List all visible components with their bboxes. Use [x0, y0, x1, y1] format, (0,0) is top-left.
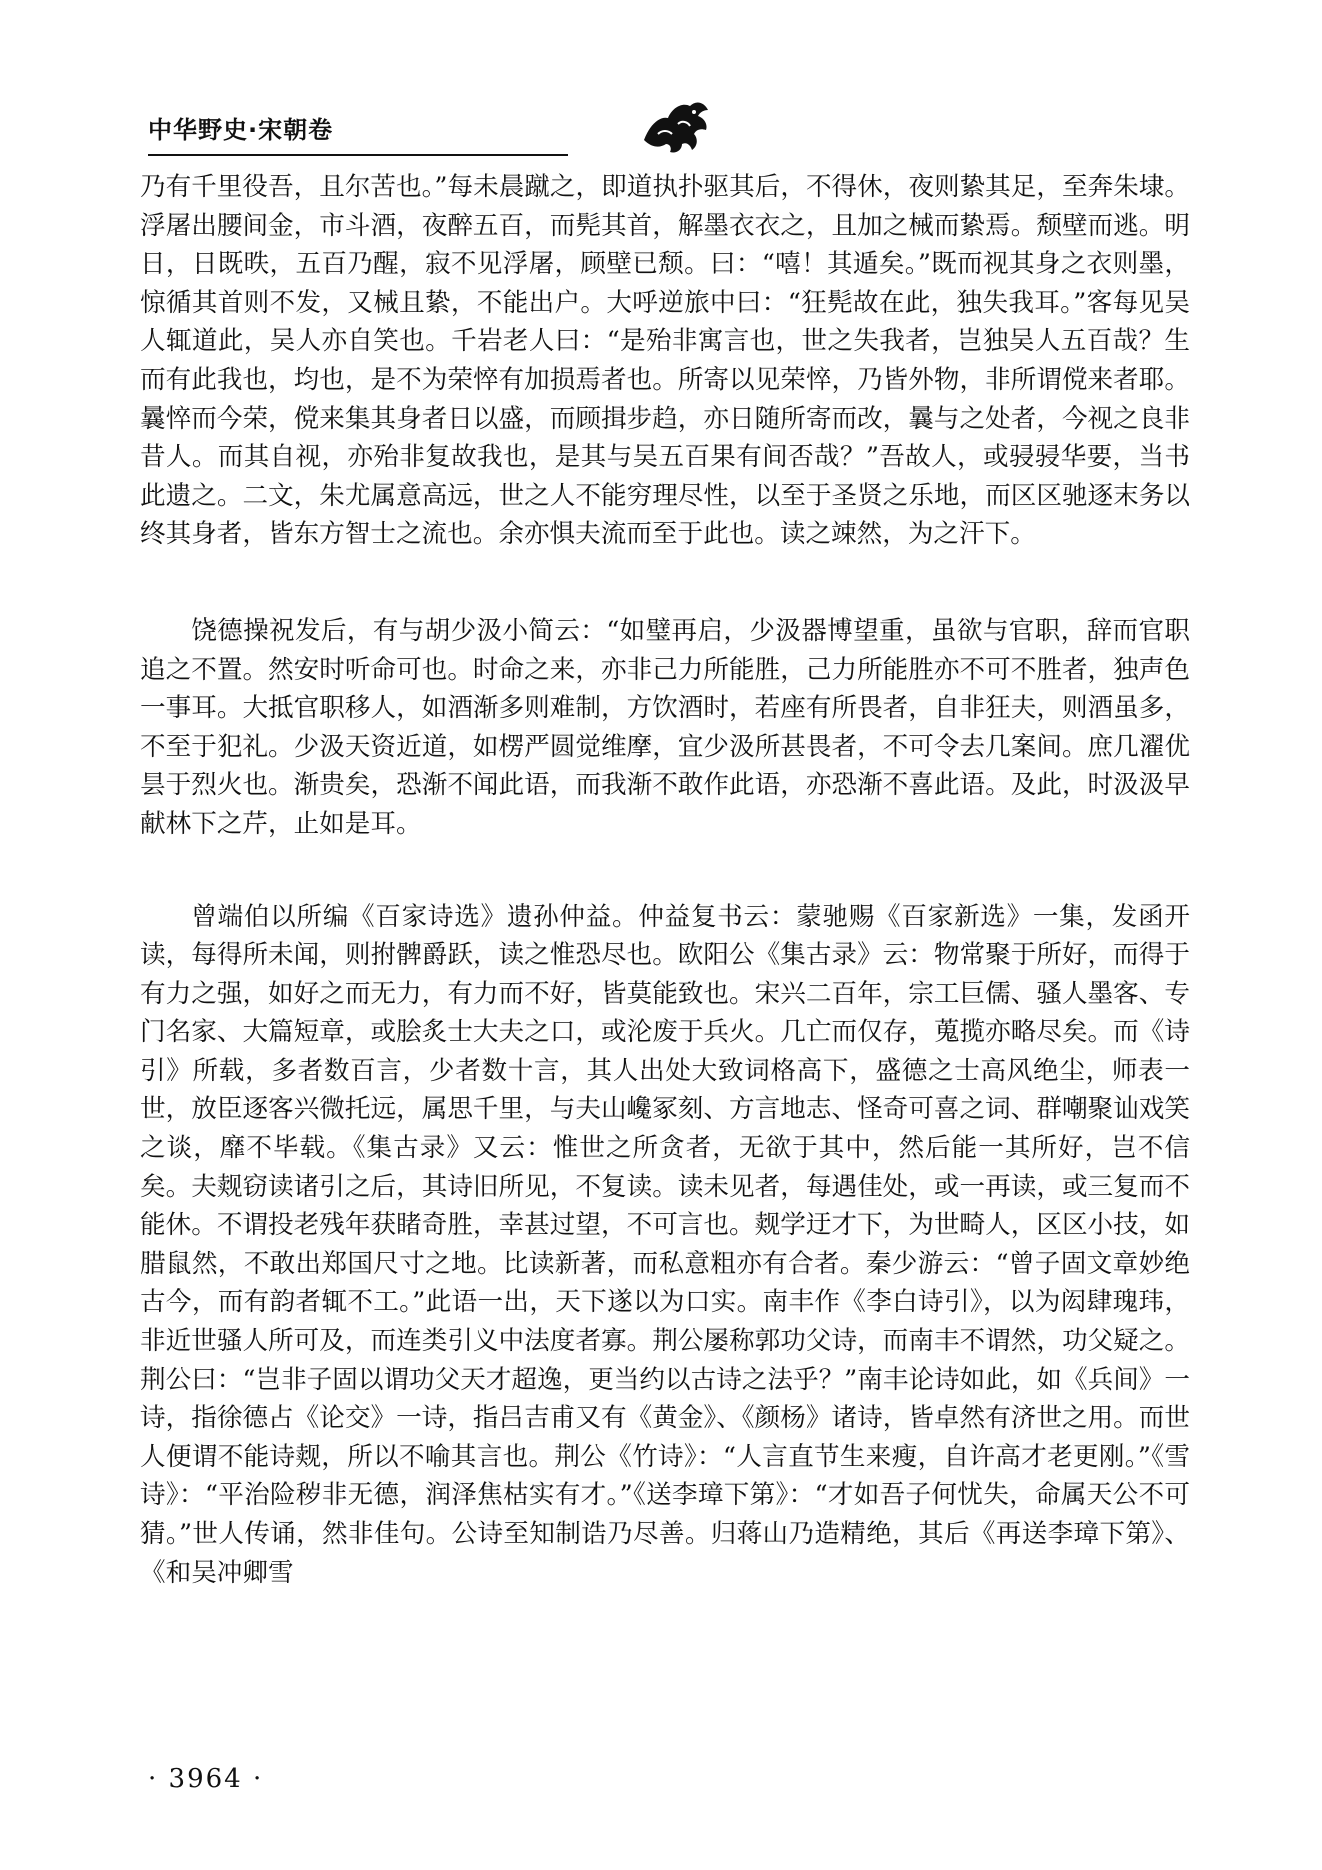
- page-number: · 3964 ·: [148, 1764, 264, 1794]
- dragon-emblem-icon: [638, 94, 718, 158]
- paragraph-gap: [140, 844, 1190, 898]
- paragraph-gap: [140, 554, 1190, 612]
- paragraph-rao-decao: 饶德操祝发后，有与胡少汲小简云：“如璧再启，少汲器博望重，虽欲与官职，辞而官职追之不置。然安时听命可也。时命之来，亦非己力所能胜，己力所能胜亦不可不胜者，独声色一事耳。大抵官职移人，如酒渐多则难制，方饮酒时，若座有所畏者，自非狂夫，则酒虽多，不至于犯礼。少汲天资近道，如楞严圆觉维摩，宜少汲所甚畏者，不可令去几案间。庶几濯优昙于烈火也。渐贵矣，恐渐不闻此语，而我渐不敢作此语，亦恐渐不喜此语。及此，时汲汲早献林下之芹，止如是耳。: [140, 615, 1190, 839]
- page-header: [148, 104, 1198, 156]
- paragraph-zeng-duanbo: 曾端伯以所编《百家诗选》遗孙仲益。仲益复书云：蒙驰赐《百家新选》一集，发函开读，每得所未闻，则拊髀爵跃，读之惟恐尽也。欧阳公《集古录》云：物常聚于所好，而得于有力之强，如好之而无力，有力而不好，皆莫能致也。宋兴二百年，宗工巨儒、骚人墨客、专门名家、大篇短章，或脍炙士大夫之口，或沦废于兵火。几亡而仅存，蒐揽亦略尽矣。而《诗引》所载，多者数百言，少者数十言，其人出处大致词格高下，盛德之士高风绝尘，师表一世，放臣逐客兴微托远，属思千里，与夫山巉冢刻、方言地志、怪奇可喜之词、群嘲聚讪戏笑之谈，靡不毕载。《集古录》又云：惟世之所贪者，无欲于其中，然后能一其所好，岂不信矣。夫觌窃读诸引之后，其诗旧所见，不复读。读未见者，每遇佳处，或一再读，或三复而不能休。不谓投老残年获睹奇胜，幸甚过望，不可言也。觌学迂才下，为世畸人，区区小技，如腊鼠然，不敢出郑国尺寸之地。比读新著，而私意粗亦有合者。秦少游云：“曾子固文章妙绝古今，而有韵者辄不工。”此语一出，天下遂以为口实。南丰作《李白诗引》，以为闳肆瑰玮，非近世骚人所可及，而连类引义中法度者寡。荆公屡称郭功父诗，而南丰不谓然，功父疑之。荆公曰：“岂非子固以谓功父天才超逸，更当约以古诗之法乎？”南丰论诗如此，如《兵间》一诗，指徐德占《论交》一诗，指吕吉甫又有《黄金》、《颜杨》诸诗，皆卓然有济世之用。而世人便谓不能诗觌，所以不喻其言也。荆公《竹诗》：“人言直节生来瘦，自许高才老更刚。”《雪诗》：“平治险秽非无德，润泽焦枯实有才。”《送李璋下第》：“才如吾子何忧失，命属天公不可猜。”世人传诵，然非佳句。公诗至知制诰乃尽善。归蒋山乃造精绝，其后《再送李璋下第》、《和吴冲卿雪: [140, 901, 1190, 1588]
- body-text: [140, 168, 1190, 1592]
- paragraph-continuation: 乃有千里役吾，且尔苦也。”每未晨蹴之，即道执扑驱其后，不得休，夜则絷其足，至奔朱埭。浮屠出腰间金，市斗酒，夜醉五百，而髡其首，解墨衣衣之，且加之械而絷焉。颓壁而逃。明日，日既昳，五百乃醒，寂不见浮屠，顾壁已颓。曰：“嘻！其遁矣。”既而视其身之衣则墨，惊循其首则不发，又械且絷，不能出户。大呼逆旅中曰：“狂髡故在此，独失我耳。”客每见吴人辄道此，吴人亦自笑也。千岩老人曰：“是殆非寓言也，世之失我者，岂独吴人五百哉？生而有此我也，均也，是不为荣悴有加损焉者也。所寄以见荣悴，乃皆外物，非所谓傥来者耶。曩悴而今荣，傥来集其身者日以盛，而顾揖步趋，亦日随所寄而改，曩与之处者，今视之良非昔人。而其自视，亦殆非复故我也，是其与吴五百果有间否哉？”吾故人，或骎骎华要，当书此遗之。二文，朱尤属意高远，世之人不能穷理尽性，以至于圣贤之乐地，而区区驰逐末务以终其身者，皆东方智士之流也。余亦惧夫流而至于此也。读之竦然，为之汗下。: [140, 172, 1190, 550]
- book-title: 中华野史·宋朝卷: [148, 116, 334, 144]
- header-rule: [148, 154, 568, 156]
